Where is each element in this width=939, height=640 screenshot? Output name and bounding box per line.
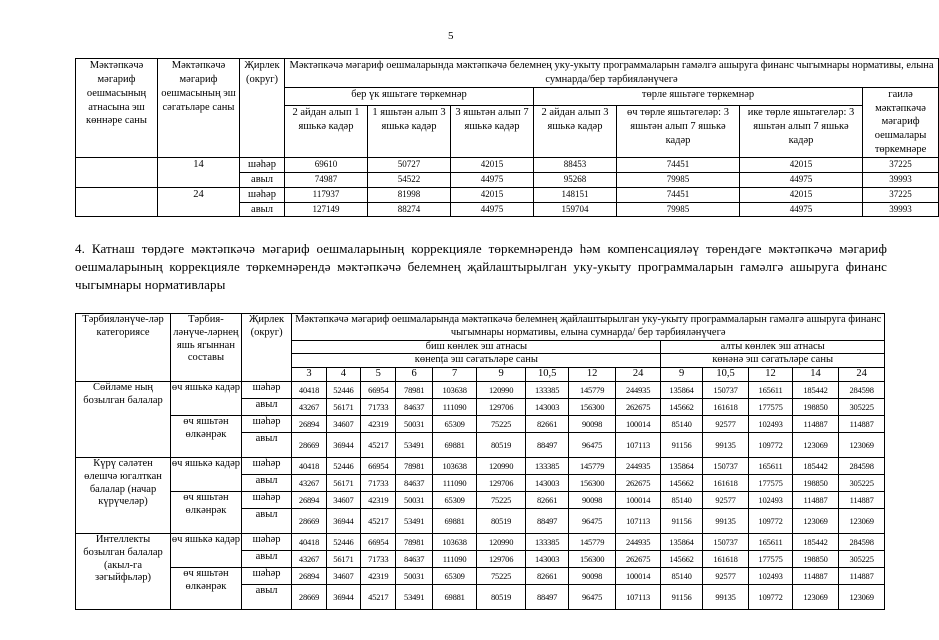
value-cell: 102493: [749, 415, 792, 432]
value-cell: 44975: [451, 172, 534, 187]
value-cell: 44975: [451, 202, 534, 217]
value-cell: 42015: [740, 158, 863, 173]
value-cell: 56171: [326, 550, 360, 567]
value-cell: 262675: [615, 474, 661, 491]
header-col-2: 1 яшьтән алып 3 яшькә кадәр: [368, 105, 451, 157]
value-cell: 109772: [749, 432, 792, 457]
value-cell: 53491: [396, 508, 432, 533]
value-cell: 150737: [702, 533, 749, 550]
value-cell: 305225: [839, 550, 885, 567]
value-cell: 177575: [749, 398, 792, 415]
value-cell: 34607: [326, 491, 360, 508]
category-cell: Күрү сәләтен өлешчә югалткан балалар (начар күрүчеләр): [76, 457, 171, 533]
value-cell: 90098: [569, 415, 616, 432]
value-cell: 185442: [792, 533, 839, 550]
locality-cell: авыл: [241, 508, 292, 533]
value-cell: 39993: [863, 202, 939, 217]
value-cell: 107113: [615, 584, 661, 609]
hours-header-five-day: 3: [292, 368, 326, 382]
value-cell: 80519: [477, 508, 526, 533]
value-cell: 42015: [451, 187, 534, 202]
value-cell: 75225: [477, 491, 526, 508]
header-main: Мәктәпкәчә мәгариф оешмаларында мәктәпкәчә белемнең җайлаштырылган уку-укыту программаларын гамәлгә ашыруга финанс чыгымнары нормативы, елына сумнарда/ бер тәрбияләнүчегә: [292, 314, 885, 341]
header-six-day-week: алты көнлек эш атнасы: [661, 340, 885, 354]
value-cell: 120990: [477, 533, 526, 550]
value-cell: 74451: [617, 187, 740, 202]
value-cell: 96475: [569, 584, 616, 609]
value-cell: 42319: [361, 415, 396, 432]
value-cell: 52446: [326, 381, 360, 398]
value-cell: 45217: [361, 432, 396, 457]
workdays-cell: [76, 158, 158, 188]
header-main: Мәктәпкәчә мәгариф оешмаларында мәктәпкәчә белемнең уку-укыту программаларын гамәлгә ашыруга финанс чыгымнары нормативы, елына сумнарда/бер тәрбияләнүчегә: [285, 59, 939, 88]
value-cell: 40418: [292, 457, 326, 474]
value-cell: 114887: [792, 415, 839, 432]
value-cell: 45217: [361, 508, 396, 533]
value-cell: 36944: [326, 584, 360, 609]
age-group-cell: өч яшьтән өлкәнрәк: [171, 567, 242, 609]
value-cell: 305225: [839, 398, 885, 415]
value-cell: 103638: [432, 381, 476, 398]
locality-cell: авыл: [241, 474, 292, 491]
work-hours-cell: 24: [158, 187, 240, 217]
value-cell: 96475: [569, 432, 616, 457]
value-cell: 198850: [792, 550, 839, 567]
header-work-hours: Мәктәпкәчә мәгариф оешмасының эш сәгатьләре саны: [158, 59, 240, 158]
value-cell: 133385: [525, 457, 568, 474]
value-cell: 90098: [569, 567, 616, 584]
value-cell: 145662: [661, 474, 702, 491]
hours-header-six-day: 9: [661, 368, 702, 382]
value-cell: 156300: [569, 398, 616, 415]
value-cell: 34607: [326, 415, 360, 432]
value-cell: 127149: [285, 202, 368, 217]
age-group-cell: өч яшькә кадәр: [171, 381, 242, 415]
value-cell: 43267: [292, 398, 326, 415]
value-cell: 90098: [569, 491, 616, 508]
value-cell: 84637: [396, 398, 432, 415]
category-cell: Интеллекты бозылган балалар (акыл-га зәгыйфьләр): [76, 533, 171, 609]
value-cell: 95268: [534, 172, 617, 187]
value-cell: 34607: [326, 567, 360, 584]
table-row: [76, 457, 885, 474]
value-cell: 65309: [432, 567, 476, 584]
value-cell: 123069: [839, 508, 885, 533]
value-cell: 133385: [525, 381, 568, 398]
value-cell: 50031: [396, 567, 432, 584]
value-cell: 143003: [525, 474, 568, 491]
value-cell: 44975: [740, 172, 863, 187]
locality-cell: шәһәр: [240, 158, 285, 173]
value-cell: 284598: [839, 533, 885, 550]
age-group-cell: өч яшькә кадәр: [171, 533, 242, 567]
value-cell: 39993: [863, 172, 939, 187]
value-cell: 44975: [740, 202, 863, 217]
value-cell: 56171: [326, 398, 360, 415]
value-cell: 150737: [702, 381, 749, 398]
page-number: 5: [448, 30, 454, 42]
category-cell: Сөйләме ның бозылган балалар: [76, 381, 171, 457]
hours-header-five-day: 10,5: [525, 368, 568, 382]
age-group-cell: өч яшьтән өлкәнрәк: [171, 415, 242, 457]
value-cell: 165611: [749, 533, 792, 550]
value-cell: 129706: [477, 474, 526, 491]
table-row: [76, 415, 885, 432]
table-row: [76, 381, 885, 398]
value-cell: 135864: [661, 533, 702, 550]
value-cell: 177575: [749, 474, 792, 491]
value-cell: 28669: [292, 584, 326, 609]
value-cell: 99135: [702, 432, 749, 457]
hours-header-six-day: 24: [839, 368, 885, 382]
value-cell: 80519: [477, 584, 526, 609]
value-cell: 123069: [839, 432, 885, 457]
value-cell: 262675: [615, 550, 661, 567]
value-cell: 82661: [525, 491, 568, 508]
value-cell: 88497: [525, 508, 568, 533]
value-cell: 79985: [617, 172, 740, 187]
value-cell: 79985: [617, 202, 740, 217]
value-cell: 123069: [792, 584, 839, 609]
hours-header-five-day: 24: [615, 368, 661, 382]
value-cell: 42015: [451, 158, 534, 173]
value-cell: 148151: [534, 187, 617, 202]
value-cell: 88453: [534, 158, 617, 173]
value-cell: 100014: [615, 567, 661, 584]
value-cell: 145779: [569, 533, 616, 550]
value-cell: 123069: [792, 508, 839, 533]
value-cell: 156300: [569, 474, 616, 491]
value-cell: 123069: [839, 584, 885, 609]
value-cell: 69610: [285, 158, 368, 173]
value-cell: 129706: [477, 550, 526, 567]
value-cell: 135864: [661, 381, 702, 398]
value-cell: 36944: [326, 432, 360, 457]
locality-cell: авыл: [241, 550, 292, 567]
locality-cell: авыл: [240, 172, 285, 187]
value-cell: 111090: [432, 550, 476, 567]
header-age-composition: Тәрбия-ләнүче-ләрнең яшь ягыннан составы: [171, 314, 242, 382]
header-col-6: ике төрле яшьтәгеләр: 3 яшьтән алып 7 яшькә кадәр: [740, 105, 863, 157]
value-cell: 107113: [615, 432, 661, 457]
value-cell: 56171: [326, 474, 360, 491]
value-cell: 111090: [432, 398, 476, 415]
value-cell: 71733: [361, 474, 396, 491]
value-cell: 78981: [396, 457, 432, 474]
hours-header-five-day: 6: [396, 368, 432, 382]
value-cell: 26894: [292, 415, 326, 432]
value-cell: 43267: [292, 474, 326, 491]
header-category: Тәрбияләнүче-ләр категориясе: [76, 314, 171, 382]
value-cell: 82661: [525, 567, 568, 584]
value-cell: 262675: [615, 398, 661, 415]
value-cell: 42015: [740, 187, 863, 202]
table-row: [76, 187, 939, 202]
value-cell: 91156: [661, 432, 702, 457]
value-cell: 69881: [432, 584, 476, 609]
value-cell: 92577: [702, 491, 749, 508]
hours-header-five-day: 4: [326, 368, 360, 382]
header-col-5: өч төрле яшьтәгеләр: 3 яшьтән алып 7 яшькә кадәр: [617, 105, 740, 157]
value-cell: 74987: [285, 172, 368, 187]
value-cell: 103638: [432, 533, 476, 550]
value-cell: 80519: [477, 432, 526, 457]
funding-norms-table: [75, 58, 939, 217]
value-cell: 43267: [292, 550, 326, 567]
table2-body: [76, 381, 885, 609]
header-locality: Җирлек (округ): [241, 314, 292, 382]
value-cell: 103638: [432, 457, 476, 474]
value-cell: 26894: [292, 491, 326, 508]
value-cell: 66954: [361, 457, 396, 474]
value-cell: 42319: [361, 567, 396, 584]
value-cell: 37225: [863, 187, 939, 202]
value-cell: 91156: [661, 508, 702, 533]
hours-header-five-day: 7: [432, 368, 476, 382]
value-cell: 114887: [792, 491, 839, 508]
value-cell: 99135: [702, 584, 749, 609]
value-cell: 100014: [615, 491, 661, 508]
header-five-day-hours: көнența эш сәгатьләре саны: [292, 354, 661, 368]
value-cell: 50727: [368, 158, 451, 173]
header-locality: Җирлек (округ): [240, 59, 285, 158]
locality-cell: шәһәр: [241, 415, 292, 432]
value-cell: 244935: [615, 381, 661, 398]
value-cell: 120990: [477, 457, 526, 474]
header-col-3: 3 яшьтән алып 7 яшькә кадәр: [451, 105, 534, 157]
value-cell: 88497: [525, 584, 568, 609]
value-cell: 198850: [792, 398, 839, 415]
value-cell: 28669: [292, 432, 326, 457]
value-cell: 88274: [368, 202, 451, 217]
value-cell: 71733: [361, 398, 396, 415]
value-cell: 145662: [661, 398, 702, 415]
value-cell: 185442: [792, 381, 839, 398]
value-cell: 50031: [396, 491, 432, 508]
hours-header-five-day: 5: [361, 368, 396, 382]
value-cell: 156300: [569, 550, 616, 567]
value-cell: 92577: [702, 415, 749, 432]
value-cell: 185442: [792, 457, 839, 474]
value-cell: 150737: [702, 457, 749, 474]
value-cell: 114887: [839, 567, 885, 584]
table-row: [76, 491, 885, 508]
header-workdays: Мәктәпкәчә мәгариф оешмасының атнасына эш көннәре саны: [76, 59, 158, 158]
value-cell: 161618: [702, 550, 749, 567]
value-cell: 37225: [863, 158, 939, 173]
value-cell: 143003: [525, 398, 568, 415]
value-cell: 102493: [749, 491, 792, 508]
hours-header-six-day: 12: [749, 368, 792, 382]
value-cell: 85140: [661, 491, 702, 508]
locality-cell: шәһәр: [241, 491, 292, 508]
value-cell: 40418: [292, 381, 326, 398]
table-row: [76, 533, 885, 550]
value-cell: 52446: [326, 457, 360, 474]
value-cell: 99135: [702, 508, 749, 533]
locality-cell: авыл: [241, 432, 292, 457]
value-cell: 65309: [432, 491, 476, 508]
value-cell: 26894: [292, 567, 326, 584]
header-five-day-week: биш көнлек эш атнасы: [292, 340, 661, 354]
value-cell: 82661: [525, 415, 568, 432]
table-row: [76, 158, 939, 173]
locality-cell: шәһәр: [241, 457, 292, 474]
value-cell: 66954: [361, 381, 396, 398]
value-cell: 145662: [661, 550, 702, 567]
value-cell: 69881: [432, 508, 476, 533]
value-cell: 177575: [749, 550, 792, 567]
value-cell: 165611: [749, 381, 792, 398]
value-cell: 100014: [615, 415, 661, 432]
value-cell: 111090: [432, 474, 476, 491]
value-cell: 50031: [396, 415, 432, 432]
value-cell: 84637: [396, 550, 432, 567]
header-six-day-hours: көнәнә эш сәгатьләре саны: [661, 354, 885, 368]
value-cell: 120990: [477, 381, 526, 398]
locality-cell: авыл: [241, 398, 292, 415]
value-cell: 54522: [368, 172, 451, 187]
value-cell: 117937: [285, 187, 368, 202]
header-col-1: 2 айдан алып 1 яшькә кадәр: [285, 105, 368, 157]
value-cell: 84637: [396, 474, 432, 491]
value-cell: 244935: [615, 457, 661, 474]
table-row: [76, 567, 885, 584]
value-cell: 74451: [617, 158, 740, 173]
locality-cell: авыл: [240, 202, 285, 217]
value-cell: 109772: [749, 584, 792, 609]
table1-body: [76, 158, 939, 217]
header-col-4: 2 айдан алып 3 яшькә кадәр: [534, 105, 617, 157]
value-cell: 107113: [615, 508, 661, 533]
value-cell: 133385: [525, 533, 568, 550]
work-hours-cell: 14: [158, 158, 240, 188]
hours-header-five-day: 9: [477, 368, 526, 382]
locality-cell: шәһәр: [241, 567, 292, 584]
value-cell: 53491: [396, 584, 432, 609]
value-cell: 69881: [432, 432, 476, 457]
value-cell: 81998: [368, 187, 451, 202]
value-cell: 45217: [361, 584, 396, 609]
value-cell: 78981: [396, 533, 432, 550]
value-cell: 36944: [326, 508, 360, 533]
value-cell: 40418: [292, 533, 326, 550]
value-cell: 75225: [477, 415, 526, 432]
value-cell: 92577: [702, 567, 749, 584]
hours-header-six-day: 14: [792, 368, 839, 382]
value-cell: 145779: [569, 457, 616, 474]
value-cell: 143003: [525, 550, 568, 567]
value-cell: 161618: [702, 398, 749, 415]
value-cell: 75225: [477, 567, 526, 584]
value-cell: 42319: [361, 491, 396, 508]
value-cell: 91156: [661, 584, 702, 609]
value-cell: 65309: [432, 415, 476, 432]
value-cell: 161618: [702, 474, 749, 491]
value-cell: 284598: [839, 457, 885, 474]
value-cell: 305225: [839, 474, 885, 491]
header-family-groups: гаилә мәктәпкәчә мәгариф оешмалары төркемнәре: [863, 87, 939, 157]
age-group-cell: өч яшькә кадәр: [171, 457, 242, 491]
value-cell: 145779: [569, 381, 616, 398]
locality-cell: авыл: [241, 584, 292, 609]
value-cell: 114887: [792, 567, 839, 584]
hours-header-six-day: 10,5: [702, 368, 749, 382]
value-cell: 28669: [292, 508, 326, 533]
value-cell: 96475: [569, 508, 616, 533]
value-cell: 85140: [661, 567, 702, 584]
value-cell: 284598: [839, 381, 885, 398]
age-group-cell: өч яшьтән өлкәнрәк: [171, 491, 242, 533]
section-heading: 4. Катнаш төрдәге мәктәпкәчә мәгариф оешмаларының коррекцияле төркемнәрендә һәм компенсацияләү төрендәге мәктәпкәчә мәгариф оешмаларының коррекцияле төркемнәрендә мәктәпкәчә белемнең җайлаштырылган уку-укыту программаларын гамәлгә ашыруга финанс чыгымнары нормативлары: [75, 241, 887, 292]
value-cell: 66954: [361, 533, 396, 550]
value-cell: 123069: [792, 432, 839, 457]
value-cell: 88497: [525, 432, 568, 457]
workdays-cell: [76, 187, 158, 217]
value-cell: 114887: [839, 491, 885, 508]
value-cell: 159704: [534, 202, 617, 217]
locality-cell: шәһәр: [241, 533, 292, 550]
value-cell: 114887: [839, 415, 885, 432]
value-cell: 85140: [661, 415, 702, 432]
value-cell: 244935: [615, 533, 661, 550]
value-cell: 78981: [396, 381, 432, 398]
value-cell: 129706: [477, 398, 526, 415]
adapted-program-norms-table: [75, 313, 885, 610]
value-cell: 52446: [326, 533, 360, 550]
value-cell: 198850: [792, 474, 839, 491]
hours-header-five-day: 12: [569, 368, 616, 382]
value-cell: 165611: [749, 457, 792, 474]
locality-cell: шәһәр: [240, 187, 285, 202]
locality-cell: шәһәр: [241, 381, 292, 398]
value-cell: 102493: [749, 567, 792, 584]
value-cell: 109772: [749, 508, 792, 533]
header-mixed-age-groups: төрле яшьтәге төркемнәр: [534, 87, 863, 105]
value-cell: 71733: [361, 550, 396, 567]
value-cell: 53491: [396, 432, 432, 457]
value-cell: 135864: [661, 457, 702, 474]
header-same-age-groups: бер үк яшьтәге төркемнәр: [285, 87, 534, 105]
